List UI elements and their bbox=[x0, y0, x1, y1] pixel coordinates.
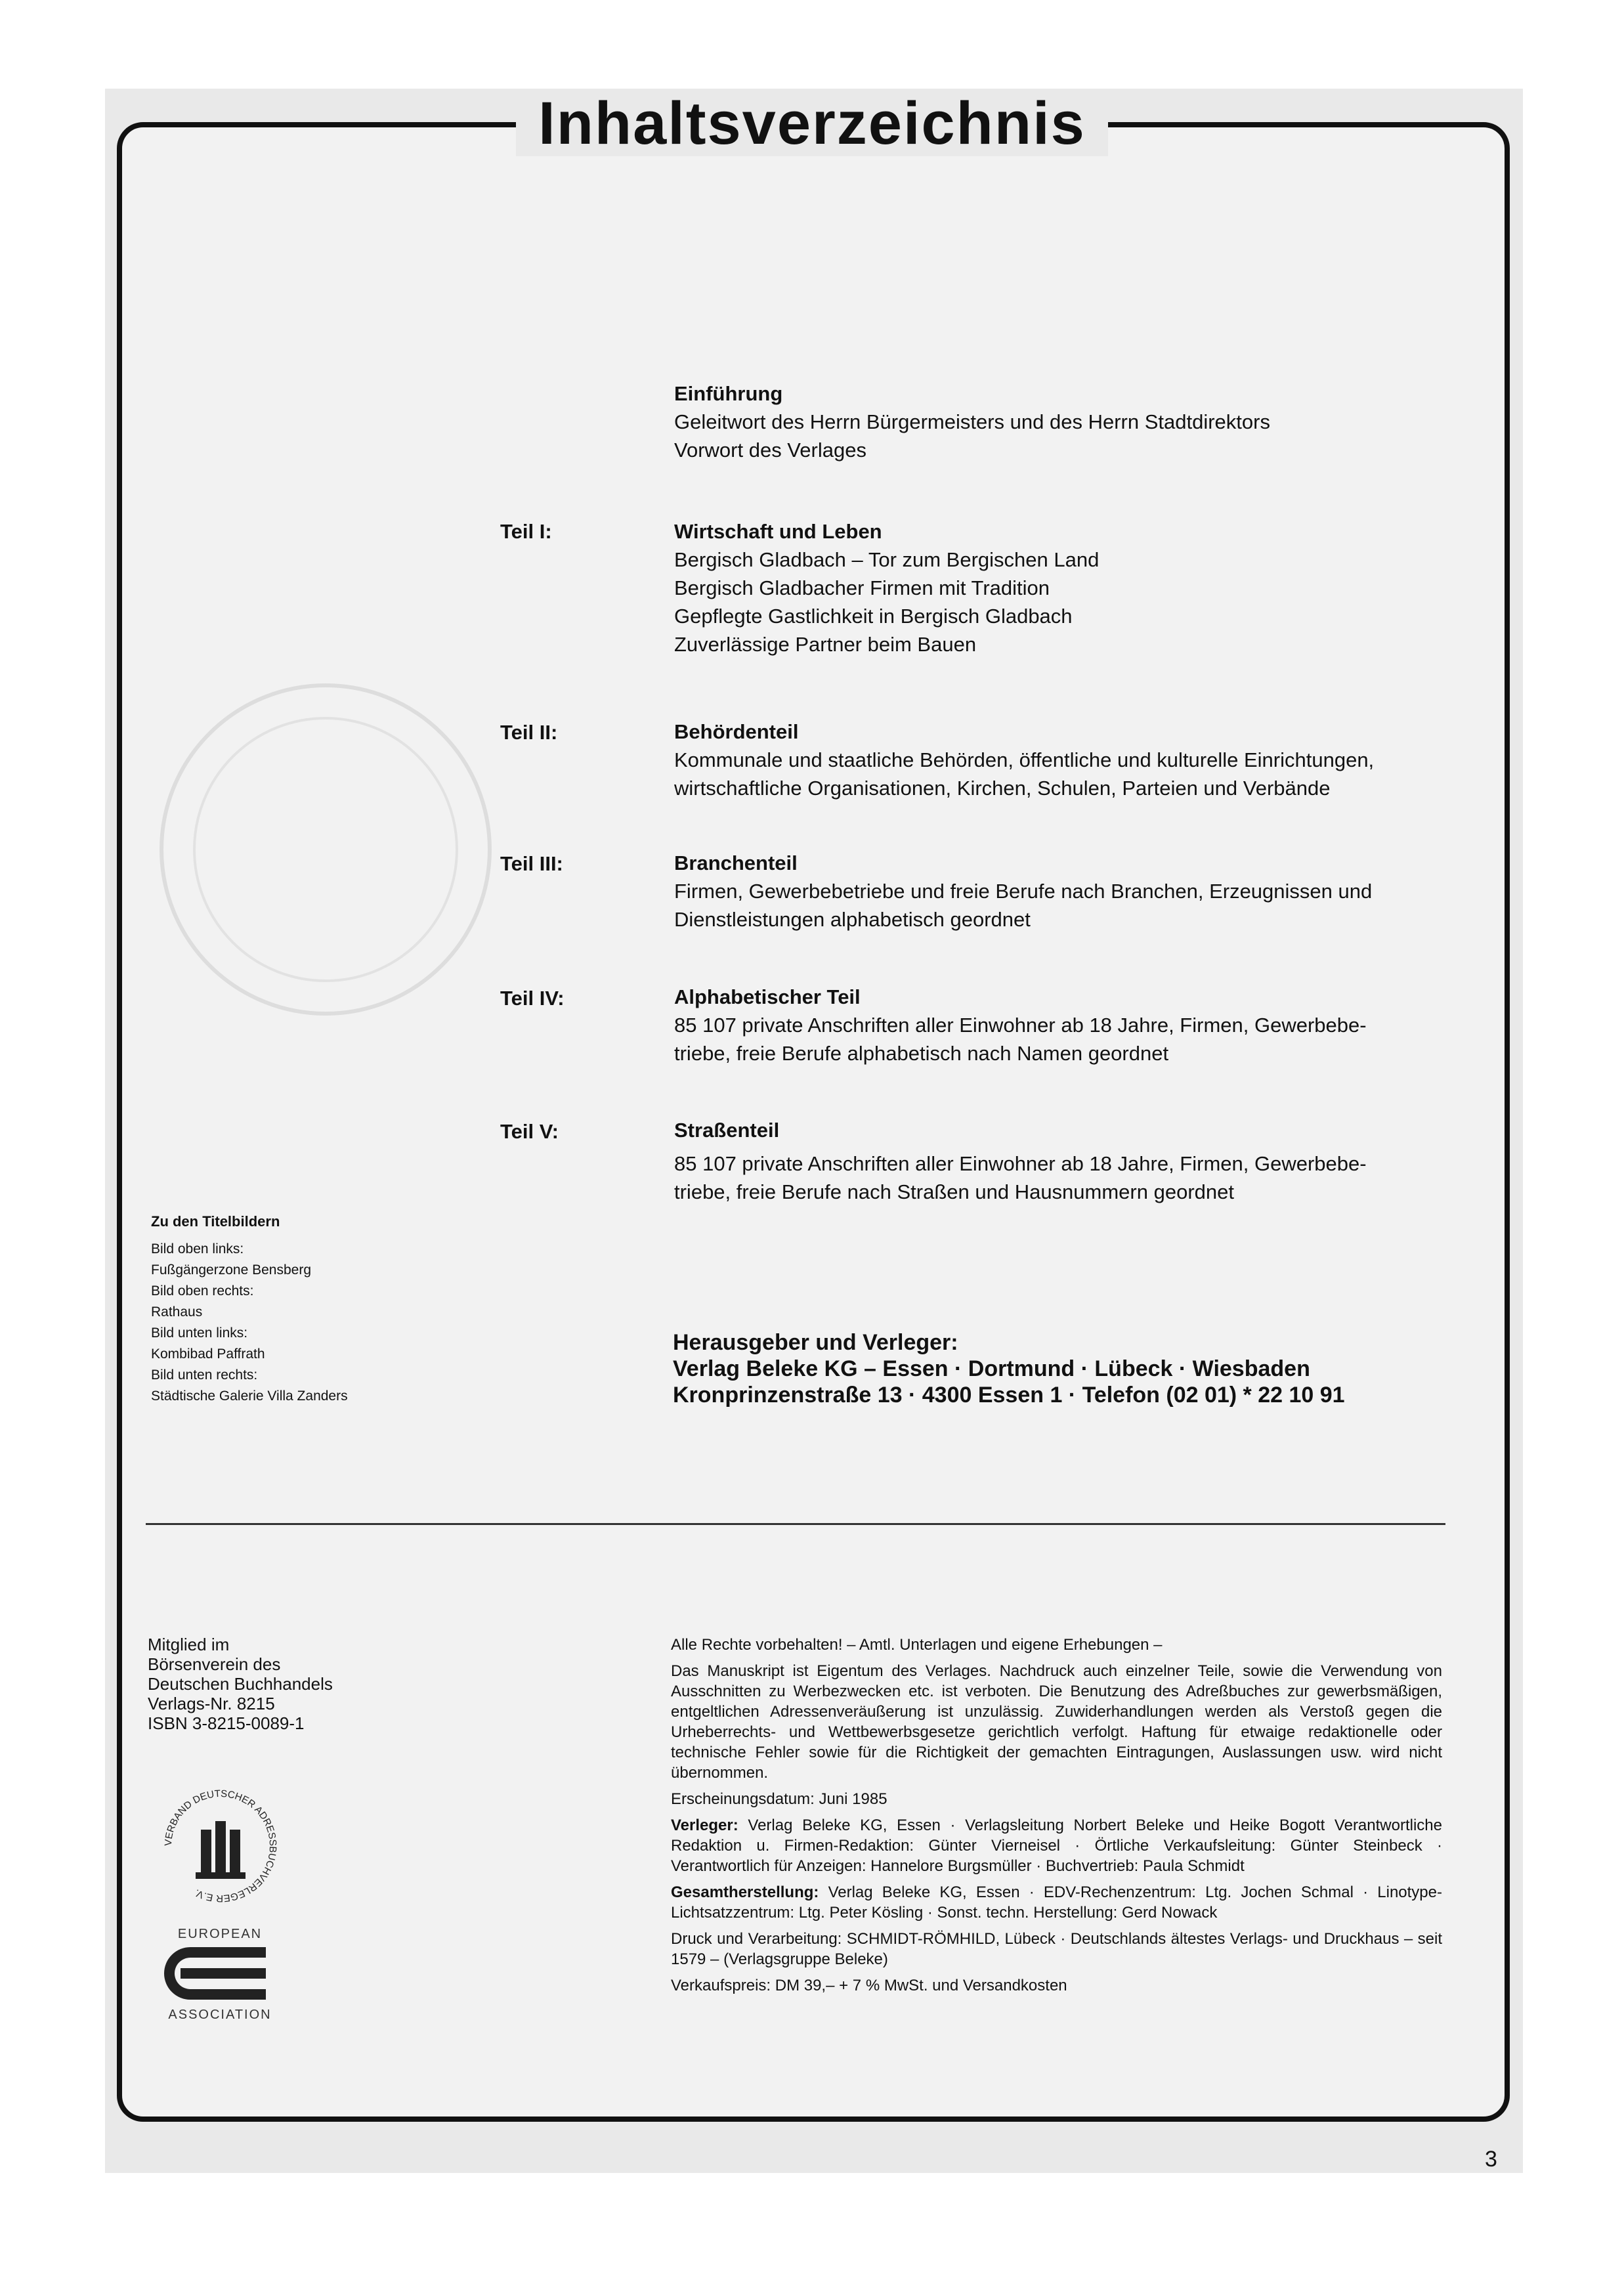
cover-captions bbox=[151, 1211, 427, 1407]
part-section bbox=[674, 849, 1455, 934]
page-number: 3 bbox=[1485, 2147, 1497, 2172]
part-line: Kommunale und staatliche Behörden, öffentliche und kulturelle Einrichtungen, bbox=[674, 748, 1375, 771]
intro-line: Vorwort des Verlages bbox=[674, 439, 866, 462]
part-section bbox=[674, 517, 1455, 658]
part-line: Gepflegte Gastlichkeit in Bergisch Gladbach bbox=[674, 605, 1073, 628]
show-through-text bbox=[398, 154, 421, 252]
caption-line: Bild unten rechts: bbox=[151, 1367, 258, 1383]
captions-heading: Zu den Titelbildern bbox=[151, 1213, 280, 1230]
part-line: Zuverlässige Partner beim Bauen bbox=[674, 633, 977, 656]
verleger-text: Verlag Beleke KG, Essen · Verlagsleitung Norbert Beleke und Heike Bogott Verantwortliche Redaktion u. Firmen-Redaktion: Günter Vierneisel · Örtliche Verkaufsleitung: Günter Steinbeck · Verantwortlich für Anzeigen: Hannelore Burgsmüller · Buchvertrieb: Paula Schmidt bbox=[671, 1816, 1442, 1875]
euro-bottom-text: ASSOCIATION bbox=[168, 2008, 272, 2022]
caption-line: Bild unten links: bbox=[151, 1325, 248, 1341]
price-info: Verkaufspreis: DM 39,– + 7 % MwSt. und Versandkosten bbox=[671, 1977, 1067, 1994]
part-line: 85 107 private Anschriften aller Einwohner ab 18 Jahre, Firmen, Gewerbebe- bbox=[674, 1014, 1367, 1037]
member-line: Börsenverein des bbox=[148, 1654, 281, 1674]
divider bbox=[146, 1523, 1445, 1525]
druck-info: Druck und Verarbeitung: SCHMIDT-RÖMHILD, Lübeck · Deutschlands ältestes Verlags- und Druckhaus – seit 1579 – (Verlagsgruppe Beleke) bbox=[671, 1930, 1442, 1968]
legal-block bbox=[671, 1635, 1442, 2002]
member-line: Mitglied im bbox=[148, 1635, 230, 1654]
intro-section bbox=[674, 379, 1455, 464]
part-line: triebe, freie Berufe alphabetisch nach Namen geordnet bbox=[674, 1042, 1169, 1065]
part-section bbox=[674, 983, 1455, 1067]
gesamt-text: Verlag Beleke KG, Essen · EDV-Rechenzentrum: Ltg. Jochen Schmal · Linotype-Lichtsatzzentrum: Ltg. Peter Kösling · Sonst. techn. Herstellung: Gerd Nowack bbox=[671, 1883, 1442, 1922]
part-heading: Branchenteil bbox=[674, 851, 798, 874]
show-through-seal bbox=[155, 666, 496, 1033]
part-heading: Wirtschaft und Leben bbox=[674, 520, 882, 543]
rights-notice: Alle Rechte vorbehalten! – Amtl. Unterlagen und eigene Erhebungen – bbox=[671, 1636, 1163, 1654]
european-association-logo bbox=[154, 1927, 286, 2038]
part-line: Dienstleistungen alphabetisch geordnet bbox=[674, 908, 1031, 931]
euro-e-icon bbox=[154, 1942, 286, 2004]
part-heading: Behördenteil bbox=[674, 720, 799, 743]
euro-top-text: EUROPEAN bbox=[177, 1927, 263, 1941]
part-line: Bergisch Gladbach – Tor zum Bergischen Land bbox=[674, 548, 1100, 571]
part-heading: Straßenteil bbox=[674, 1119, 780, 1142]
member-line: Deutschen Buchhandels bbox=[148, 1674, 333, 1694]
intro-line: Geleitwort des Herrn Bürgermeisters und des Herrn Stadtdirektors bbox=[674, 410, 1270, 433]
part-heading: Alphabetischer Teil bbox=[674, 985, 861, 1008]
manuscript-notice: Das Manuskript ist Eigentum des Verlages. Nachdruck auch einzelner Teile, sowie die Verwendung von Ausschnitten zu Werbezwecken etc. ist verboten. Die Benutzung des Adreßbuches zur gewerbsmäßigen, entgeltlichen Adressenveräußerung ist unzulässig. Zuwiderhandlungen werden als Verstoß gegen die Urheberrechts- und Wettbewerbsgesetze gerichtlich verfolgt. Haftung für etwaige redaktionelle oder technische Fehler sowie für die Richtigkeit der gemachten Eintragungen, Auslassungen usw. wird nicht übernommen. bbox=[671, 1662, 1442, 1782]
part-line: Firmen, Gewerbebetriebe und freie Berufe nach Branchen, Erzeugnissen und bbox=[674, 880, 1373, 903]
member-line: ISBN 3-8215-0089-1 bbox=[148, 1713, 305, 1733]
page-title: Inhaltsverzeichnis bbox=[516, 91, 1108, 156]
verleger-label: Verleger: bbox=[671, 1816, 738, 1834]
member-line: Verlags-Nr. 8215 bbox=[148, 1694, 275, 1713]
publisher-address: Kronprinzenstraße 13 · 4300 Essen 1 · Telefon (02 01) * 22 10 91 bbox=[673, 1383, 1345, 1408]
caption-line: Kombibad Paffrath bbox=[151, 1346, 265, 1362]
part-label: Teil IV: bbox=[500, 987, 565, 1010]
publication-date: Erscheinungsdatum: Juni 1985 bbox=[671, 1790, 887, 1808]
publisher-block bbox=[673, 1329, 1345, 1408]
part-label: Teil II: bbox=[500, 721, 558, 744]
caption-line: Rathaus bbox=[151, 1304, 203, 1320]
part-label: Teil V: bbox=[500, 1120, 559, 1143]
part-line: triebe, freie Berufe nach Straßen und Hausnummern geordnet bbox=[674, 1180, 1234, 1203]
caption-line: Bild oben rechts: bbox=[151, 1283, 254, 1299]
membership-block bbox=[148, 1635, 423, 1733]
part-label: Teil I: bbox=[500, 520, 552, 543]
part-section bbox=[674, 1116, 1455, 1206]
caption-line: Städtische Galerie Villa Zanders bbox=[151, 1388, 348, 1404]
part-line: Bergisch Gladbacher Firmen mit Tradition bbox=[674, 576, 1050, 599]
publisher-name: Verlag Beleke KG – Essen · Dortmund · Lübeck · Wiesbaden bbox=[673, 1356, 1310, 1381]
title-bar bbox=[0, 91, 1624, 156]
part-line: 85 107 private Anschriften aller Einwohner ab 18 Jahre, Firmen, Gewerbebe- bbox=[674, 1152, 1367, 1175]
gesamt-label: Gesamtherstellung: bbox=[671, 1883, 819, 1901]
intro-heading: Einführung bbox=[674, 382, 783, 405]
part-label: Teil III: bbox=[500, 852, 563, 875]
part-line: wirtschaftliche Organisationen, Kirchen, Schulen, Parteien und Verbände bbox=[674, 777, 1331, 800]
badge-text: VERBAND DEUTSCHER ADRESSBUCHVERLEGER E.V. bbox=[162, 1788, 279, 1904]
association-badge-logo bbox=[155, 1780, 286, 1912]
caption-line: Bild oben links: bbox=[151, 1241, 244, 1257]
verleger-info bbox=[671, 1815, 1442, 1876]
publisher-label: Herausgeber und Verleger: bbox=[673, 1330, 958, 1355]
part-section bbox=[674, 718, 1455, 802]
gesamt-info bbox=[671, 1882, 1442, 1923]
caption-line: Fußgängerzone Bensberg bbox=[151, 1262, 311, 1278]
